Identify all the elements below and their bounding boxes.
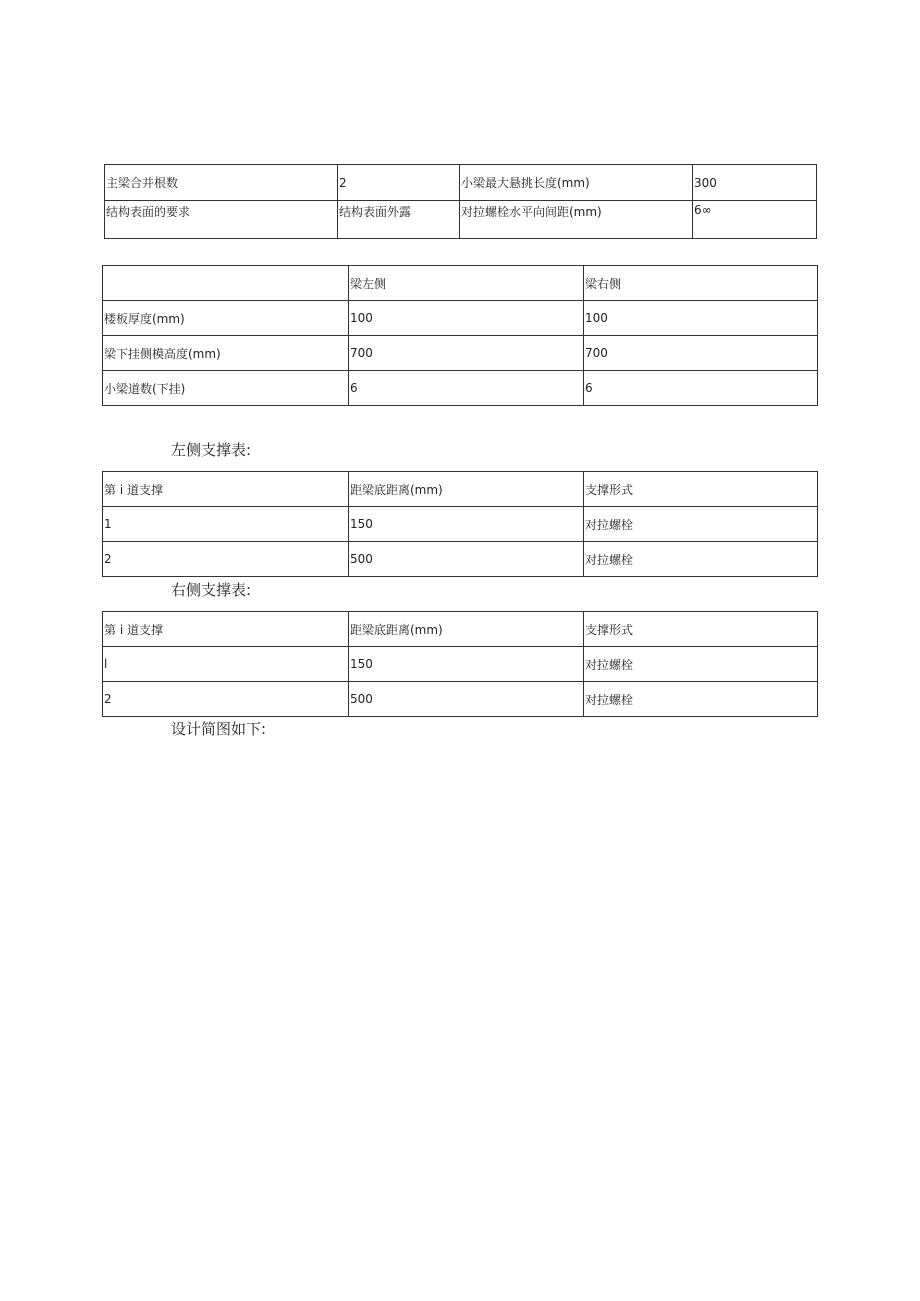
- table-row: [103, 682, 818, 717]
- table-cell: 6∞: [693, 201, 817, 239]
- table-cell: 100: [349, 301, 584, 336]
- table-cell: 100: [584, 301, 818, 336]
- params-table: [104, 164, 817, 239]
- table-header-cell: 支撑形式: [584, 612, 818, 647]
- table-cell: 对拉螺栓: [584, 542, 818, 577]
- table-header-cell: 距梁底距离(mm): [349, 472, 584, 507]
- table-cell: 梁下挂侧模高度(mm): [103, 336, 349, 371]
- table-cell: 对拉螺栓: [584, 507, 818, 542]
- table-cell: 6: [349, 371, 584, 406]
- table-cell: 6: [584, 371, 818, 406]
- beam-side-table: [102, 265, 818, 406]
- table-cell: 结构表面的要求: [105, 201, 338, 239]
- table-header-row: [103, 612, 818, 647]
- table-cell: 300: [693, 165, 817, 201]
- left-support-caption: 左侧支撑表:: [171, 441, 252, 459]
- table-cell: 500: [349, 682, 584, 717]
- table-row: [105, 201, 817, 239]
- table-cell: 700: [349, 336, 584, 371]
- table-cell: 1: [103, 507, 349, 542]
- table-cell: 150: [349, 507, 584, 542]
- table-cell: 对拉螺栓: [584, 682, 818, 717]
- table-cell: 小梁道数(下挂): [103, 371, 349, 406]
- table-header-cell: 距梁底距离(mm): [349, 612, 584, 647]
- right-support-caption: 右侧支撑表:: [171, 581, 252, 599]
- table-cell: 150: [349, 647, 584, 682]
- design-diagram-caption: 设计简图如下:: [171, 720, 267, 738]
- table-cell: 主梁合并根数: [105, 165, 338, 201]
- table-header-row: [103, 266, 818, 301]
- table-cell: 2: [103, 542, 349, 577]
- table-cell: 2: [338, 165, 460, 201]
- table-cell: l: [103, 647, 349, 682]
- table-cell: 2: [103, 682, 349, 717]
- table-header-cell: 梁左侧: [349, 266, 584, 301]
- table-row: [105, 165, 817, 201]
- table-cell: 700: [584, 336, 818, 371]
- table-cell: 500: [349, 542, 584, 577]
- table-cell: 对拉螺栓水平向间距(mm): [460, 201, 693, 239]
- table-header-row: [103, 472, 818, 507]
- table-cell: 小梁最大悬挑长度(mm): [460, 165, 693, 201]
- table-row: [103, 371, 818, 406]
- table-cell: 结构表面外露: [338, 201, 460, 239]
- right-support-table: [102, 611, 818, 717]
- table-row: [103, 542, 818, 577]
- table-header-cell: 第 i 道支撑: [103, 612, 349, 647]
- table-row: [103, 647, 818, 682]
- table-cell: 楼板厚度(mm): [103, 301, 349, 336]
- left-support-table: [102, 471, 818, 577]
- table-cell: 对拉螺栓: [584, 647, 818, 682]
- table-row: [103, 301, 818, 336]
- table-row: [103, 507, 818, 542]
- table-header-cell: 支撑形式: [584, 472, 818, 507]
- table-row: [103, 336, 818, 371]
- table-header-cell: 第 i 道支撑: [103, 472, 349, 507]
- table-header-cell: [103, 266, 349, 301]
- table-header-cell: 梁右侧: [584, 266, 818, 301]
